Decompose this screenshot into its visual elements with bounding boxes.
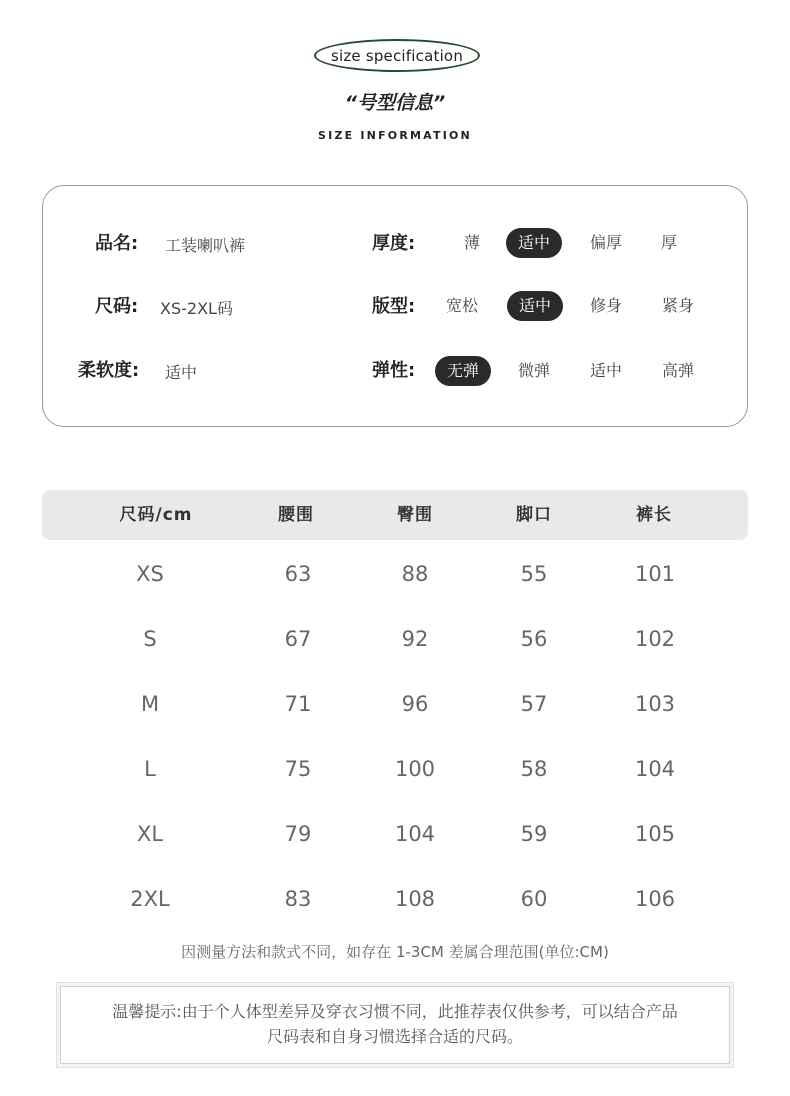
table-cell-hip: 100 <box>394 757 436 781</box>
size-specification-badge: size specification <box>314 39 480 72</box>
column-header-hip: 臀围 <box>397 505 433 525</box>
thickness-option-thin: 薄 <box>463 233 480 252</box>
table-cell-hip: 92 <box>401 627 429 651</box>
table-cell-waist: 83 <box>284 887 312 911</box>
column-header-length: 裤长 <box>636 505 672 525</box>
table-cell-size: 2XL <box>130 887 170 911</box>
table-cell-waist: 63 <box>284 562 312 586</box>
table-cell-waist: 71 <box>284 692 312 716</box>
softness-value: 适中 <box>165 363 198 382</box>
product-info-card <box>42 185 748 427</box>
table-cell-leg-opening: 58 <box>520 757 548 781</box>
table-cell-hip: 108 <box>394 887 436 911</box>
tip-box <box>60 986 730 1064</box>
elasticity-option-medium: 适中 <box>589 361 622 380</box>
thickness-option-medium-selected: 适中 <box>506 228 562 258</box>
page-subtitle: SIZE INFORMATION <box>318 129 472 142</box>
fit-option-regular-selected: 适中 <box>507 291 563 321</box>
product-name-label: 品名: <box>95 233 139 254</box>
header <box>0 0 790 160</box>
fit-option-loose: 宽松 <box>445 296 478 315</box>
table-cell-waist: 67 <box>284 627 312 651</box>
elasticity-option-none-selected: 无弹 <box>435 356 491 386</box>
table-cell-waist: 75 <box>284 757 312 781</box>
table-cell-size: XS <box>136 562 164 586</box>
fit-label: 版型: <box>372 296 416 317</box>
table-cell-hip: 96 <box>401 692 429 716</box>
product-name-value: 工装喇叭裤 <box>165 236 246 255</box>
table-cell-length: 104 <box>634 757 676 781</box>
thickness-label: 厚度: <box>372 233 416 254</box>
table-cell-length: 102 <box>634 627 676 651</box>
table-cell-size: XL <box>136 822 164 846</box>
table-cell-leg-opening: 56 <box>520 627 548 651</box>
table-cell-leg-opening: 57 <box>520 692 548 716</box>
tip-line-1: 温馨提示:由于个人体型差异及穿衣习惯不同，此推荐表仅供参考，可以结合产品 <box>112 1002 678 1021</box>
tip-line-2: 尺码表和自身习惯选择合适的尺码。 <box>266 1027 523 1046</box>
elasticity-option-slight: 微弹 <box>517 361 550 380</box>
table-cell-size: S <box>143 627 157 651</box>
table-cell-leg-opening: 55 <box>520 562 548 586</box>
column-header-size: 尺码/cm <box>119 505 193 525</box>
elasticity-label: 弹性: <box>372 360 416 381</box>
tip-text <box>69 999 721 1049</box>
page-title: “号型信息” <box>344 92 446 114</box>
table-cell-length: 103 <box>634 692 676 716</box>
table-cell-hip: 104 <box>394 822 436 846</box>
table-cell-leg-opening: 59 <box>520 822 548 846</box>
table-cell-length: 105 <box>634 822 676 846</box>
measurement-note: 因测量方法和款式不同，如存在 1-3CM 差属合理范围(单位:CM) <box>181 943 609 961</box>
column-header-leg-opening: 脚口 <box>516 505 552 525</box>
fit-option-slim: 修身 <box>589 296 622 315</box>
thickness-option-thick: 厚 <box>660 233 677 252</box>
table-cell-leg-opening: 60 <box>520 887 548 911</box>
table-cell-size: M <box>140 692 160 716</box>
size-range-label: 尺码: <box>95 296 139 317</box>
table-cell-length: 106 <box>634 887 676 911</box>
thickness-option-thickish: 偏厚 <box>589 233 622 252</box>
size-range-value: XS-2XL码 <box>160 299 233 318</box>
fit-option-tight: 紧身 <box>661 296 694 315</box>
column-header-waist: 腰围 <box>278 505 314 525</box>
softness-label: 柔软度: <box>78 360 140 381</box>
table-cell-hip: 88 <box>401 562 429 586</box>
table-cell-length: 101 <box>634 562 676 586</box>
elasticity-option-high: 高弹 <box>661 361 694 380</box>
size-table-header <box>42 490 748 540</box>
table-cell-waist: 79 <box>284 822 312 846</box>
table-cell-size: L <box>144 757 156 781</box>
